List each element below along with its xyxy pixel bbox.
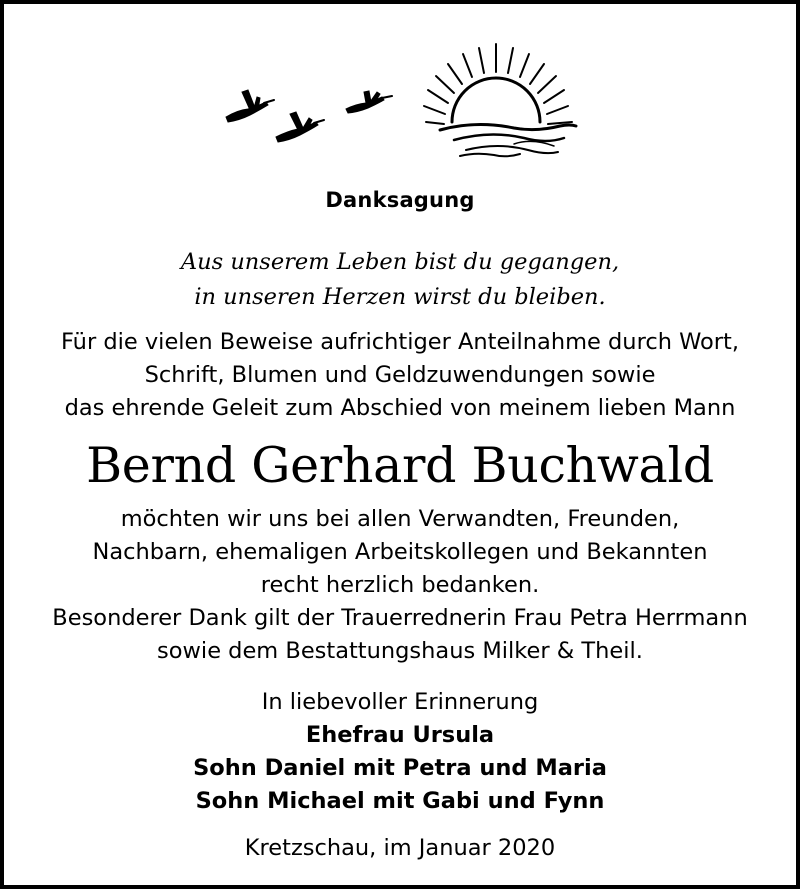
mourner: Sohn Daniel mit Petra und Maria bbox=[193, 755, 607, 781]
closing-phrase: In liebevoller Erinnerung bbox=[261, 689, 539, 715]
intro-line: Für die vielen Beweise aufrichtiger Anteilnahme durch Wort, bbox=[60, 329, 740, 355]
deceased-name: Bernd Gerhard Buchwald bbox=[86, 437, 714, 494]
flying-bird-icon bbox=[226, 90, 274, 122]
thanks-line: Besonderer Dank gilt der Trauerrednerin Frau Petra Herrmann bbox=[52, 605, 748, 631]
thanks-line: sowie dem Bestattungshaus Milker & Theil. bbox=[157, 638, 643, 664]
mourner: Ehefrau Ursula bbox=[305, 722, 495, 748]
thanks-line: Nachbarn, ehemaligen Arbeitskollegen und Bekannten bbox=[92, 539, 708, 565]
verse-line: Aus unserem Leben bist du gegangen, bbox=[180, 249, 620, 275]
flying-bird-icon bbox=[276, 112, 324, 142]
heading: Danksagung bbox=[325, 188, 475, 212]
thanks-line: recht herzlich bedanken. bbox=[260, 572, 540, 598]
flying-bird-icon bbox=[346, 91, 392, 113]
intro-line: das ehrende Geleit zum Abschied von meinem lieben Mann bbox=[64, 395, 736, 421]
place-date: Kretzschau, im Januar 2020 bbox=[244, 835, 556, 861]
mourner: Sohn Michael mit Gabi und Fynn bbox=[195, 788, 605, 814]
illustration bbox=[214, 34, 594, 174]
verse-line: in unseren Herzen wirst du bleiben. bbox=[194, 284, 606, 310]
thanks-line: möchten wir uns bei allen Verwandten, Freunden, bbox=[120, 506, 680, 532]
intro-line: Schrift, Blumen und Geldzuwendungen sowie bbox=[144, 362, 656, 388]
rising-sun-icon bbox=[424, 44, 576, 156]
